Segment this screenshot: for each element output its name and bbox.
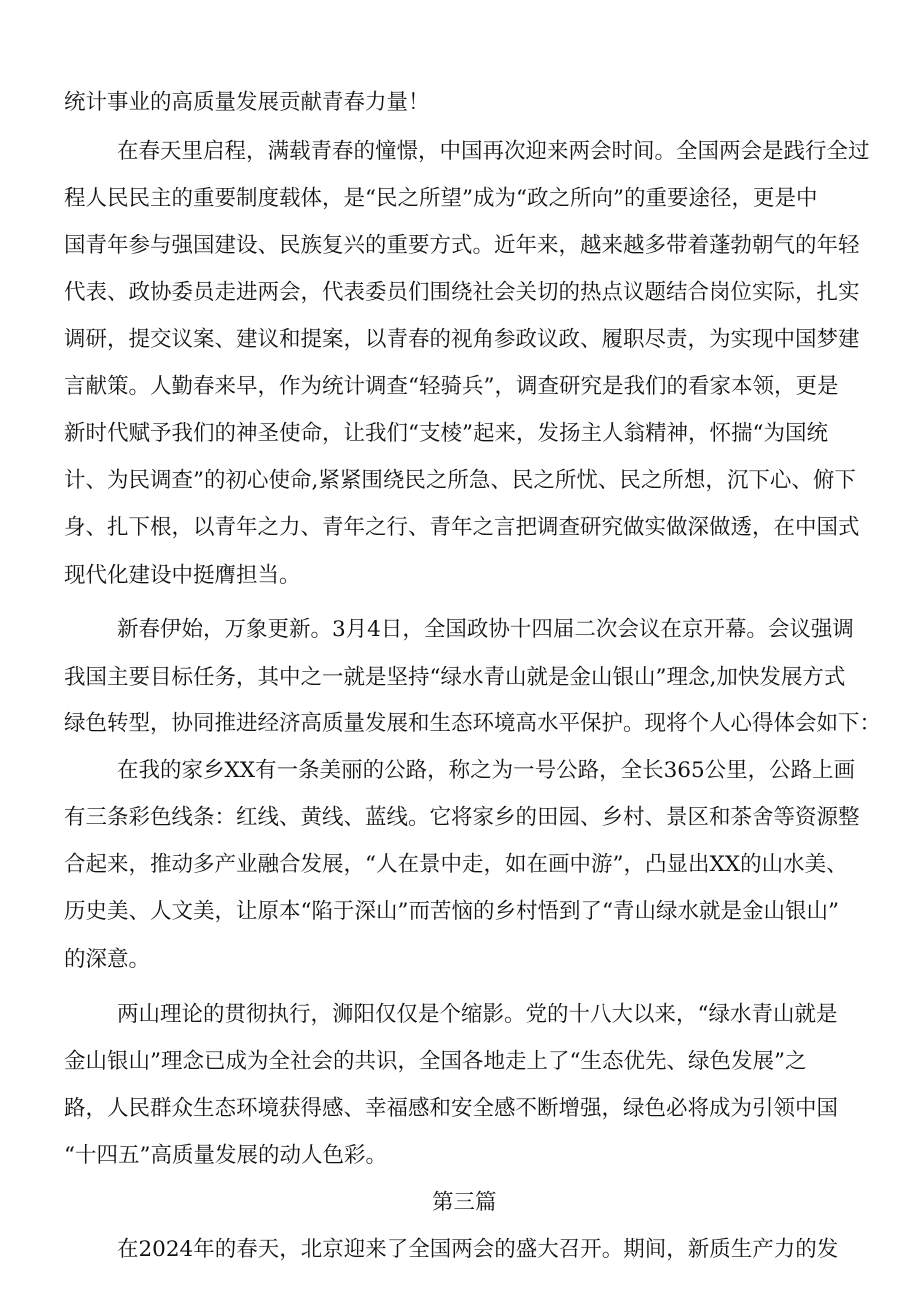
text-line-20-content: 两山理论的贯彻执行，浉阳仅仅是个缩影。党的十八大以来，“绿水青山就是 bbox=[117, 1002, 838, 1027]
text-line-16 bbox=[0, 798, 920, 838]
text-line-5 bbox=[0, 273, 920, 313]
text-line-9 bbox=[0, 461, 920, 501]
text-line-3-content: 程人民民主的重要制度载体，是“民之所望”成为“政之所向”的重要途径，更是中 bbox=[64, 186, 818, 211]
text-line-15-content: 在我的家乡XX有一条美丽的公路，称之为一号公路，全长365公里，公路上画 bbox=[117, 758, 856, 783]
text-line-17 bbox=[0, 845, 920, 885]
text-line-21-content: 金山银山”理念已成为全社会的共识，全国各地走上了“生态优先、绿色发展”之 bbox=[64, 1049, 807, 1074]
text-line-22 bbox=[0, 1089, 920, 1129]
text-line-18 bbox=[0, 892, 920, 932]
text-line-7 bbox=[0, 367, 920, 407]
text-line-23-content: “十四五”高质量发展的动人色彩。 bbox=[64, 1143, 387, 1168]
text-line-2 bbox=[0, 132, 920, 172]
text-line-1 bbox=[0, 83, 920, 123]
text-line-10 bbox=[0, 508, 920, 548]
text-line-11-content: 现代化建设中挺膺担当。 bbox=[64, 563, 301, 588]
text-line-13-content: 我国主要目标任务，其中之一就是坚持“绿水青山就是金山银山”理念,加快发展方式 bbox=[64, 665, 846, 690]
section-heading bbox=[0, 1183, 920, 1223]
text-line-17-content: 合起来，推动多产业融合发展，“人在景中走，如在画中游”，凸显出XX的山水美、 bbox=[64, 852, 848, 877]
text-line-16-content: 有三条彩色线条：红线、黄线、蓝线。它将家乡的田园、乡村、景区和茶舍等资源整 bbox=[64, 805, 860, 830]
text-line-4-content: 国青年参与强国建设、民族复兴的重要方式。近年来，越来越多带着蓬勃朝气的年轻 bbox=[64, 233, 860, 258]
text-line-10-content: 身、扎下根，以青年之力、青年之行、青年之言把调查研究做实做深做透，在中国式 bbox=[64, 515, 860, 540]
text-line-1-content: 统计事业的高质量发展贡献青春力量！ bbox=[64, 90, 430, 115]
text-line-8 bbox=[0, 414, 920, 454]
text-line-7-content: 言献策。人勤春来早，作为统计调查“轻骑兵”，调查研究是我们的看家本领，更是 bbox=[64, 374, 839, 399]
text-line-6 bbox=[0, 320, 920, 360]
text-line-19 bbox=[0, 940, 920, 980]
text-line-14-content: 绿色转型，协同推进经济高质量发展和生态环境高水平保护。现将个人心得体会如下： bbox=[64, 711, 882, 736]
text-line-23 bbox=[0, 1136, 920, 1176]
text-line-8-content: 新时代赋予我们的神圣使命，让我们“支棱”起来，发扬主人翁精神，怀揣“为国统 bbox=[64, 421, 828, 446]
text-line-11 bbox=[0, 556, 920, 596]
text-line-12-content: 新春伊始，万象更新。3月4日，全国政协十四届二次会议在京开幕。会议强调 bbox=[117, 617, 854, 642]
text-line-6-content: 调研，提交议案、建议和提案，以青春的视角参政议政、履职尽责，为实现中国梦建 bbox=[64, 327, 860, 352]
section-heading-text: 第三篇 bbox=[432, 1190, 497, 1215]
text-line-20 bbox=[0, 995, 920, 1035]
text-line-4 bbox=[0, 226, 920, 266]
text-line-19-content: 的深意。 bbox=[64, 947, 151, 972]
text-line-25 bbox=[0, 1230, 920, 1270]
text-line-12 bbox=[0, 610, 920, 650]
text-line-13 bbox=[0, 658, 920, 698]
text-line-9-content: 计、为民调查”的初心使命,紧紧围绕民之所急、民之所忧、民之所想，沉下心、俯下 bbox=[64, 468, 856, 493]
text-line-3 bbox=[0, 179, 920, 219]
text-line-25-content: 在2024年的春天，北京迎来了全国两会的盛大召开。期间，新质生产力的发 bbox=[117, 1237, 839, 1262]
text-line-18-content: 历史美、人文美，让原本“陷于深山”而苦恼的乡村悟到了“青山绿水就是金山银山” bbox=[64, 899, 839, 924]
text-line-14 bbox=[0, 704, 920, 744]
text-line-21 bbox=[0, 1042, 920, 1082]
text-line-2-content: 在春天里启程，满载青春的憧憬，中国再次迎来两会时间。全国两会是践行全过 bbox=[117, 139, 870, 164]
text-line-22-content: 路，人民群众生态环境获得感、幸福感和安全感不断增强，绿色必将成为引领中国 bbox=[64, 1096, 839, 1121]
text-line-15 bbox=[0, 751, 920, 791]
text-line-5-content: 代表、政协委员走进两会，代表委员们围绕社会关切的热点议题结合岗位实际，扎实 bbox=[64, 280, 860, 305]
